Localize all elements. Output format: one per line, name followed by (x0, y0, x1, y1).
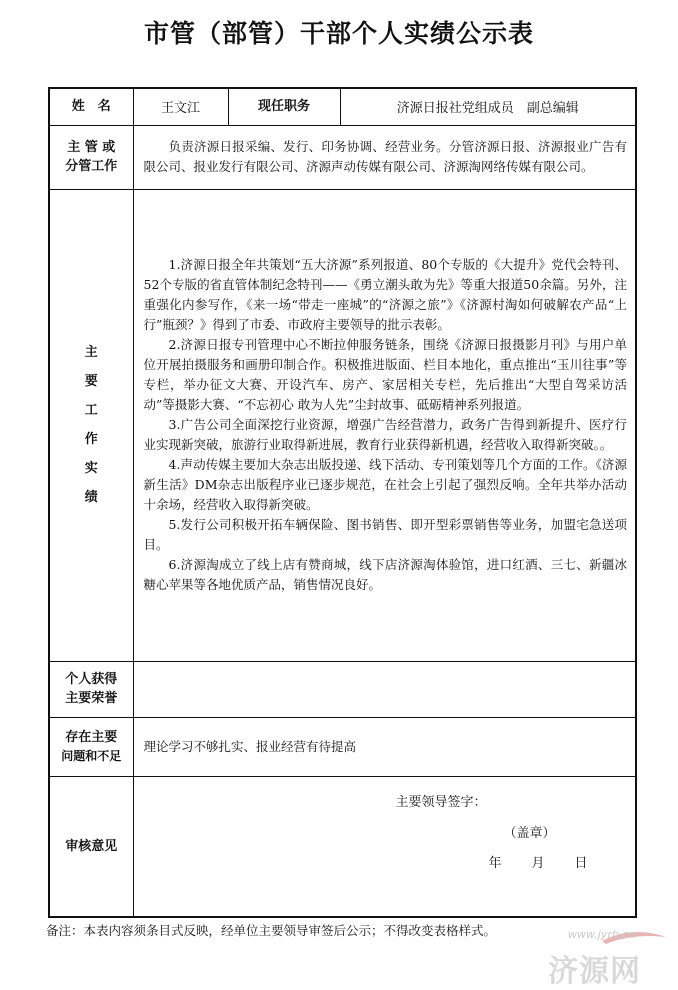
problems-label (49, 717, 133, 776)
date-year: 年 (488, 855, 502, 871)
review-cell (133, 776, 636, 917)
name-label: 姓 名 (49, 88, 133, 125)
achievement-paragraph: 2.济源日报专刊管理中心不断拉伸服务链条，围绕《济源日报摄影月刊》与用户单位开展拍摄服务和画册印制合作。积极推进版面、栏目本地化，重点推出“玉川往事”等专栏，举办征文大赛、开设汽车、房产、家居相关专栏，先后推出“大型自驾采访活动”等摄影大赛、“不忘初心 敢为人先”尘封故事、砥砺精神系列报道。 (143, 337, 627, 412)
performance-form-table (48, 87, 637, 918)
honors-row (49, 661, 636, 717)
achievements-label-char: 作 (84, 432, 98, 447)
date-line (489, 852, 618, 871)
achievement-paragraph: 3.广告公司全面深挖行业资源，增强广告经营潜力，政务广告得到新提升、医疗行业实现新突破，旅游行业取得新进展，教育行业获得新机遇，经营收入取得新突破。。 (143, 417, 627, 452)
watermark-logo: 济源网 (548, 954, 641, 989)
achievement-paragraph: 5.发行公司积极开拓车辆保险、图书销售、即开型彩票销售等业务，加盟宅急送项目。 (143, 517, 627, 552)
responsibilities-text: 负责济源日报采编、发行、印务协调、经营业务。分管济源日报、济源报业广告有限公司、报业发行有限公司、济源声动传媒有限公司、济源淘网络传媒有限公司。 (143, 139, 627, 174)
achievements-cell (133, 189, 636, 661)
name-value: 王文江 (133, 88, 228, 125)
page-title: 市管（部管）干部个人实绩公示表 (143, 19, 534, 48)
signature-block (134, 777, 636, 916)
responsibilities-row (49, 125, 636, 189)
achievements-label-char: 工 (84, 403, 98, 418)
signature-label: 主要领导签字： (395, 794, 487, 810)
achievements-label-char: 主 (84, 345, 98, 360)
watermark-url: www.jyrb.cn (568, 928, 636, 941)
achievements-label-char: 要 (84, 374, 98, 389)
problems-label-line2: 问题和不足 (61, 748, 122, 763)
honors-label-line1: 个人获得 (65, 672, 118, 687)
responsibilities-cell (133, 125, 636, 189)
review-label: 审核意见 (49, 776, 133, 917)
achievements-label (49, 189, 133, 661)
header-row (49, 88, 636, 125)
date-day: 日 (574, 855, 588, 871)
position-value: 济源日报社党组成员 副总编辑 (340, 88, 636, 125)
problems-row (49, 717, 636, 776)
problems-label-line1: 存在主要 (65, 729, 118, 745)
review-row (49, 776, 636, 917)
achievement-paragraph: 4.声动传媒主要加大杂志出版投递、线下活动、专刊策划等几个方面的工作。《济源新生活》DM杂志出版程序业已逐步规范，在社会上引起了强烈反响。全年共举办活动十余场，经营收入取得新突破。 (143, 457, 627, 512)
responsibilities-label-line2: 分管工作 (65, 159, 118, 174)
achievements-label-char: 实 (84, 461, 98, 476)
seal-label: （盖章） (503, 825, 556, 841)
responsibilities-label-line1: 主 管 或 (67, 140, 116, 155)
problems-text: 理论学习不够扎实、报业经营有待提高 (133, 717, 636, 776)
position-label: 现任职务 (228, 88, 340, 125)
achievement-paragraph: 1.济源日报全年共策划“五大济源”系列报道、80个专版的《大提升》党代会特刊、52个专版的省直管体制纪念特刊——《勇立潮头敢为先》等重大报道50余篇。另外，注重强化内参写作，《来一场“带走一座城”的“济源之旅”》《济源村淘如何破解农产品“上行”瓶颈？》得到了市委、市政府主要领导的批示表彰。 (143, 257, 627, 332)
achievement-paragraph: 6.济源淘成立了线上店有赞商城，线下店济源淘体验馆，进口红酒、三七、新疆冰糖心苹果等各地优质产品，销售情况良好。 (143, 557, 627, 592)
footnote: 备注：本表内容须条目式反映，经单位主要领导审签后公示；不得改变表格样式。 (46, 923, 497, 938)
achievements-row (49, 189, 636, 661)
honors-text (133, 661, 636, 717)
achievements-label-char: 绩 (84, 490, 98, 505)
responsibilities-label (49, 125, 133, 189)
honors-label-line2: 主要荣誉 (65, 691, 118, 706)
date-month: 月 (531, 855, 545, 871)
honors-label (49, 661, 133, 717)
